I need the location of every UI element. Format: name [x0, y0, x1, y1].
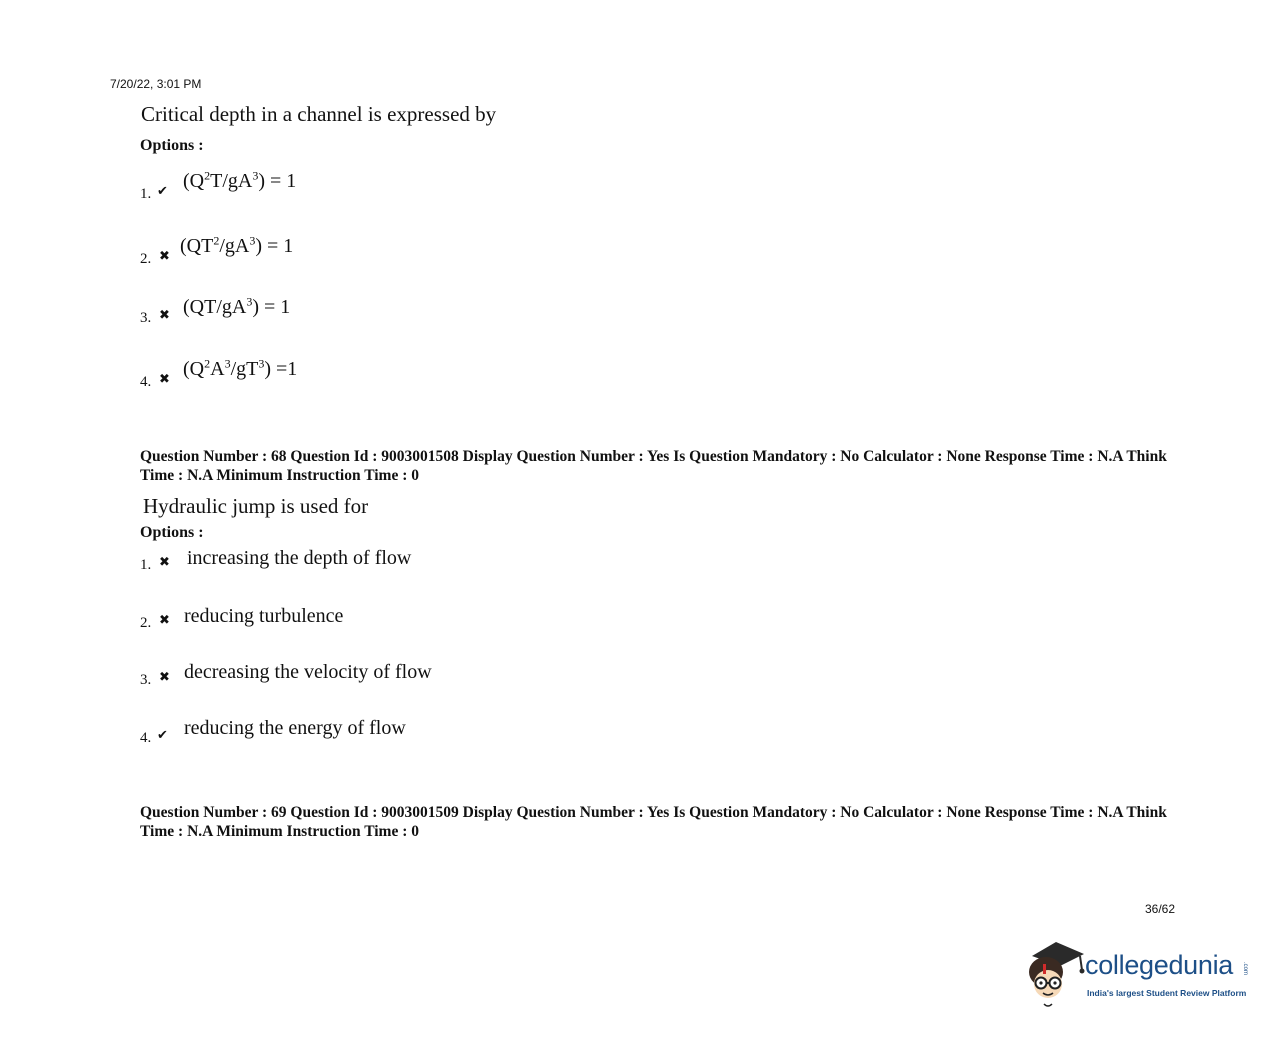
option-text: $(QT^2/gA^3) = 1$ [180, 233, 294, 257]
option-text: $(Q^2A^3/gT^3) =1$ [183, 356, 298, 380]
option-text: $(QT/gA^3) = 1$ [183, 294, 291, 318]
collegedunia-mascot-icon [1024, 938, 1088, 1010]
cross-icon: ✖ [159, 372, 170, 387]
cross-icon: ✖ [159, 613, 170, 628]
question-meta-69: Question Number : 69 Question Id : 9003001509 Display Question Number : Yes Is Question Mandatory : No Calculator : None Response Time : N.A Think Time : N.A Minimum Instruction Time : 0 [140, 804, 1167, 840]
options-label-1: Options : [140, 137, 204, 154]
question-meta-68: Question Number : 68 Question Id : 9003001508 Display Question Number : Yes Is Question Mandatory : No Calculator : None Response Time : N.A Think Time : N.A Minimum Instruction Time : 0 [140, 448, 1167, 484]
brand-domain: .com [1242, 962, 1248, 976]
cross-icon: ✖ [159, 670, 170, 685]
check-icon: ✔ [157, 728, 168, 743]
option-text: reducing turbulence [184, 605, 344, 627]
cross-icon: ✖ [159, 555, 170, 570]
page-number: 36/62 [1145, 902, 1176, 916]
cross-icon: ✖ [159, 308, 170, 323]
print-datetime: 7/20/22, 3:01 PM [110, 77, 202, 91]
option-number: 4. [140, 730, 152, 746]
option-number: 4. [140, 374, 152, 390]
option-text: reducing the energy of flow [184, 717, 406, 739]
option-number: 1. [140, 186, 152, 202]
cross-icon: ✖ [159, 249, 170, 264]
option-number: 2. [140, 615, 152, 631]
check-icon: ✔ [157, 184, 168, 199]
option-text: decreasing the velocity of flow [184, 661, 432, 683]
question-text-1: Critical depth in a channel is expressed by [141, 102, 497, 126]
option-number: 3. [140, 672, 152, 688]
option-number: 3. [140, 310, 152, 326]
option-text: increasing the depth of flow [187, 547, 412, 569]
brand-name: collegedunia [1085, 950, 1234, 980]
option-number: 1. [140, 557, 152, 573]
option-text: $(Q^2T/gA^3) = 1$ [183, 168, 297, 192]
brand-tagline: India's largest Student Review Platform [1087, 988, 1247, 998]
option-number: 2. [140, 251, 152, 267]
options-label-2: Options : [140, 524, 204, 541]
question-text-2: Hydraulic jump is used for [143, 494, 369, 518]
